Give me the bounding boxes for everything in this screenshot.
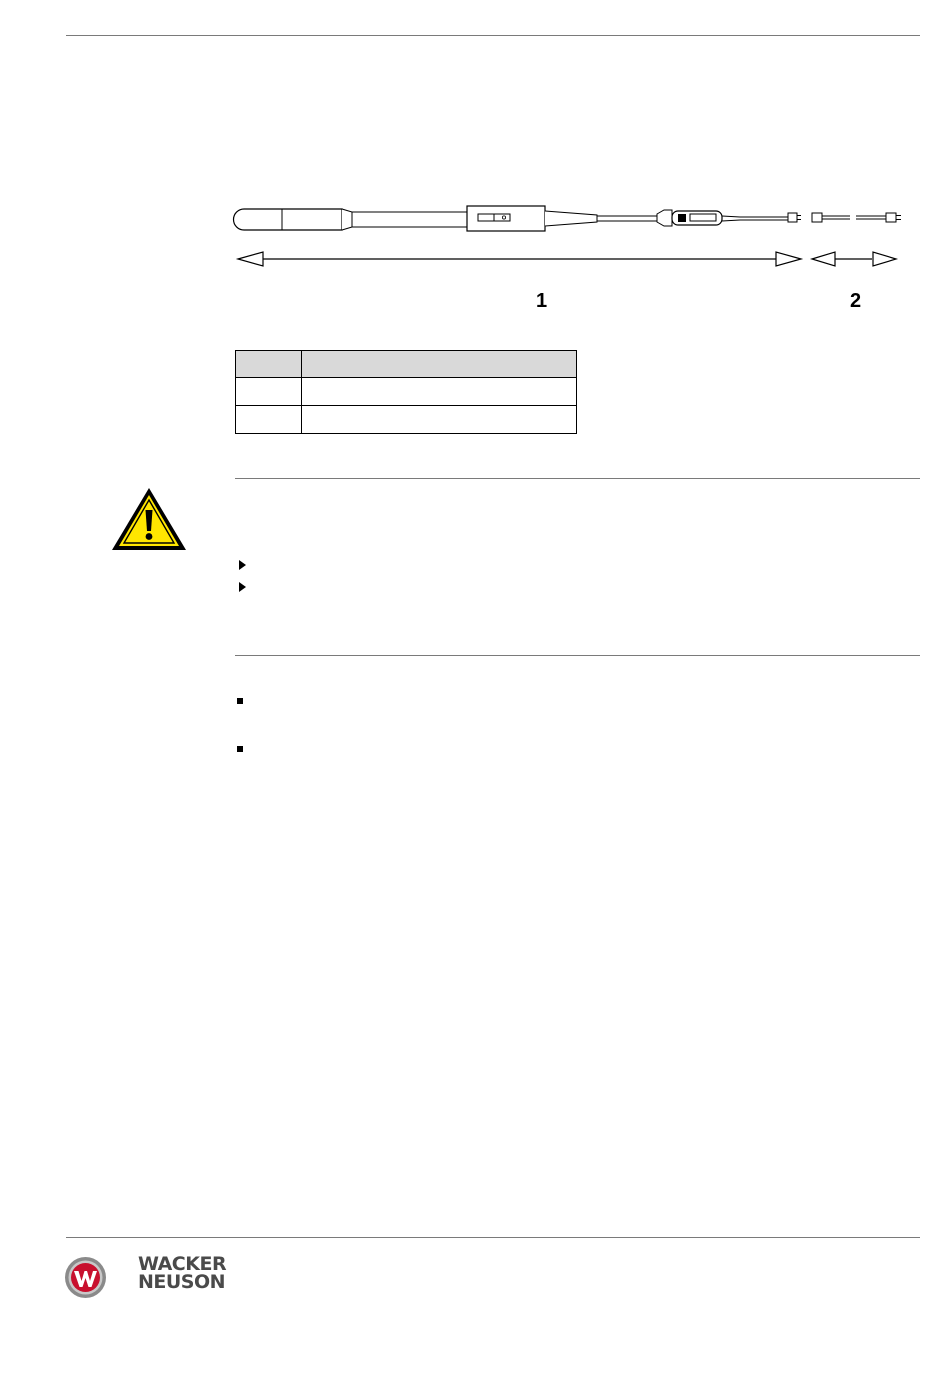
- brand-line-2: NEUSON: [138, 1271, 226, 1293]
- table-row: [236, 378, 577, 406]
- wacker-neuson-logo: [64, 1255, 254, 1301]
- brand-line-1: WACKER: [138, 1253, 227, 1275]
- list-item: [237, 695, 251, 704]
- vibrator-illustration: [232, 195, 912, 325]
- legend-header-item: [236, 351, 302, 378]
- callout-2: 2: [850, 290, 862, 312]
- legend-table: [235, 350, 577, 434]
- list-item: [237, 743, 251, 752]
- warning-instruction: [239, 580, 254, 592]
- legend-header-row: [236, 351, 577, 378]
- square-bullet-icon: [237, 698, 243, 704]
- arrow-bullet-icon: [239, 582, 246, 592]
- header-rule: [66, 35, 920, 36]
- arrow-bullet-icon: [239, 560, 246, 570]
- warning-triangle-icon: [110, 486, 188, 552]
- table-row: [236, 406, 577, 434]
- legend-cell-description: [302, 378, 577, 406]
- square-bullet-icon: [237, 746, 243, 752]
- legend-cell-description: [302, 406, 577, 434]
- legend-header-description: [302, 351, 577, 378]
- legend-cell-item: [236, 378, 302, 406]
- brand-wordmark: [138, 1255, 226, 1291]
- warning-instruction: [239, 558, 254, 570]
- warning-rule-top: [235, 478, 920, 479]
- legend-cell-item: [236, 406, 302, 434]
- warning-rule-bottom: [235, 655, 920, 656]
- callout-1: 1: [536, 290, 548, 312]
- footer-rule: [66, 1237, 920, 1238]
- wacker-neuson-emblem-icon: [64, 1256, 107, 1299]
